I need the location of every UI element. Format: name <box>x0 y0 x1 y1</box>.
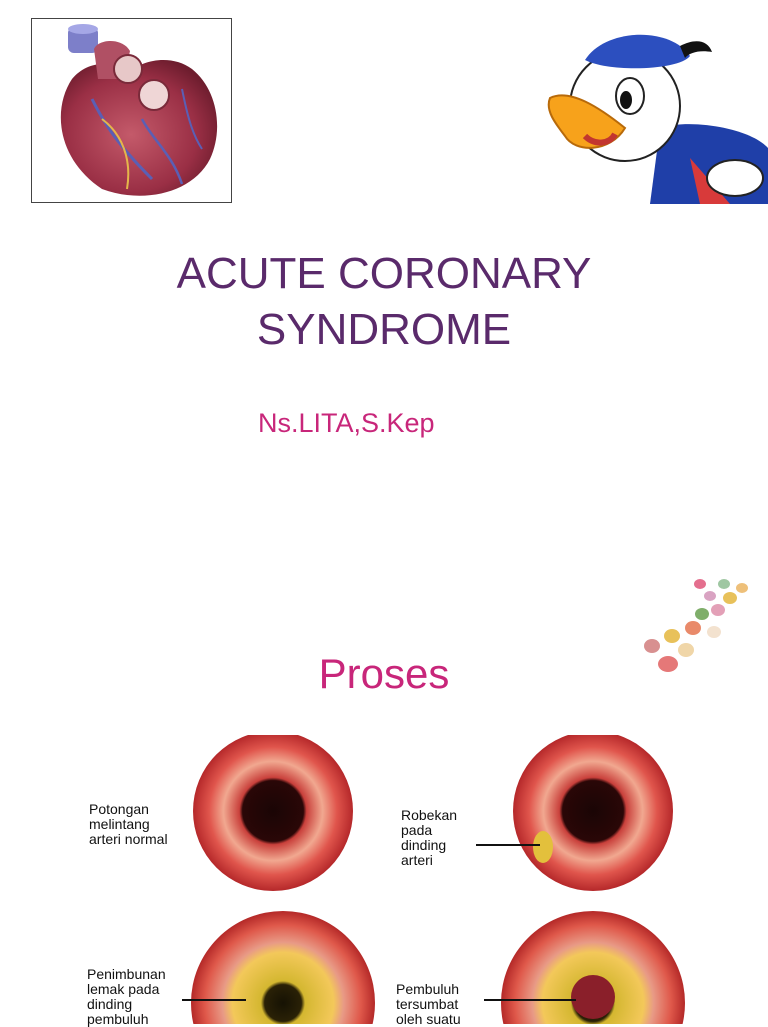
section-title: Proses <box>318 650 450 697</box>
title-line-2: SYNDROME <box>256 305 512 354</box>
donald-duck-illustration <box>530 18 768 204</box>
fatty-artery <box>191 911 375 1024</box>
label-fat-buildup: Penimbunan lemak pada dinding pembuluh <box>87 966 166 1027</box>
presentation-title <box>0 246 768 358</box>
label-blocked-vessel: Pembuluh tersumbat oleh suatu <box>396 981 461 1027</box>
heart-illustration <box>31 18 232 203</box>
label-normal-artery: Potongan melintang arteri normal <box>89 801 168 847</box>
normal-artery <box>193 735 353 891</box>
title-line-1: ACUTE CORONARY <box>176 249 592 298</box>
leader-line-tear <box>476 844 540 846</box>
clot <box>571 975 615 1019</box>
leader-line-blocked <box>484 999 576 1001</box>
torn-artery <box>513 735 673 891</box>
author-name: Ns.LITA,S.Kep <box>258 408 435 438</box>
label-artery-tear: Robekan pada dinding arteri <box>401 807 458 868</box>
tear-patch <box>533 831 553 863</box>
leader-line-fat <box>182 999 246 1001</box>
